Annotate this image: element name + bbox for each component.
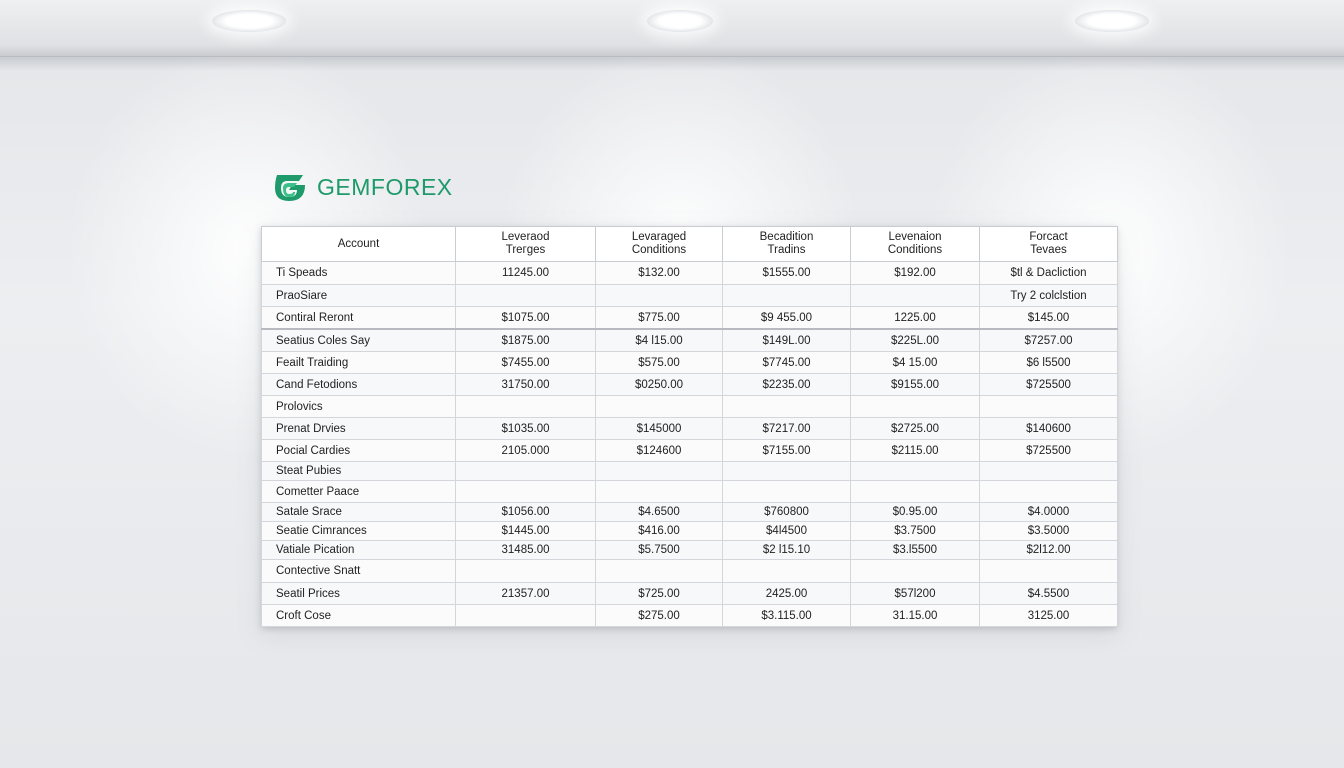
table-row — [262, 285, 1118, 307]
table-cell: $tl & Dacliction — [980, 262, 1118, 285]
table-cell: 21357.00 — [456, 583, 596, 605]
table-cell — [851, 462, 980, 481]
table-cell: $9 455.00 — [723, 307, 851, 330]
table-cell — [596, 285, 723, 307]
table-row — [262, 560, 1118, 583]
table-cell: $4l4500 — [723, 522, 851, 541]
table-cell — [723, 481, 851, 503]
table-row — [262, 262, 1118, 285]
table-row — [262, 522, 1118, 541]
table-cell — [723, 462, 851, 481]
table-cell: $1075.00 — [456, 307, 596, 330]
column-header-5 — [980, 227, 1118, 262]
table-cell: $4 15.00 — [851, 352, 980, 374]
table-cell: $9155.00 — [851, 374, 980, 396]
table-row — [262, 374, 1118, 396]
table-cell — [723, 285, 851, 307]
row-label: Contiral Reront — [262, 307, 456, 330]
table-cell: $2235.00 — [723, 374, 851, 396]
table-cell — [851, 396, 980, 418]
table-row — [262, 605, 1118, 627]
column-header-4 — [851, 227, 980, 262]
header-text: Tradins — [767, 244, 806, 256]
table-cell: $4.0000 — [980, 503, 1118, 522]
brand-logo — [273, 170, 453, 204]
header-text: Levenaion — [888, 231, 942, 243]
table-cell: $1035.00 — [456, 418, 596, 440]
table-cell — [456, 462, 596, 481]
table-cell: $132.00 — [596, 262, 723, 285]
header-text: Levaraged — [631, 231, 687, 243]
header-text: Account — [337, 237, 380, 250]
table-cell — [851, 560, 980, 583]
table-cell: $2115.00 — [851, 440, 980, 462]
table-cell — [980, 462, 1118, 481]
table-row — [262, 440, 1118, 462]
table-cell — [596, 560, 723, 583]
table-cell — [851, 481, 980, 503]
table-row — [262, 418, 1118, 440]
table-cell: 3125.00 — [980, 605, 1118, 627]
row-label: Prolovics — [262, 396, 456, 418]
table-cell: $1056.00 — [456, 503, 596, 522]
table-cell: $7455.00 — [456, 352, 596, 374]
table-row — [262, 307, 1118, 330]
table-row — [262, 352, 1118, 374]
table-cell: 11245.00 — [456, 262, 596, 285]
table-cell — [596, 396, 723, 418]
table-cell — [456, 560, 596, 583]
table-cell: $575.00 — [596, 352, 723, 374]
table-cell: $725.00 — [596, 583, 723, 605]
row-label: Vatiale Pication — [262, 541, 456, 560]
table-cell: $6 l5500 — [980, 352, 1118, 374]
table-cell: $7257.00 — [980, 329, 1118, 352]
column-header-3 — [723, 227, 851, 262]
table-cell — [596, 462, 723, 481]
table-row — [262, 503, 1118, 522]
table-cell: $4.6500 — [596, 503, 723, 522]
ceiling-spotlight-left — [212, 10, 286, 32]
table-cell: Try 2 colclstion — [980, 285, 1118, 307]
table-cell: $149L.00 — [723, 329, 851, 352]
table-cell: $1445.00 — [456, 522, 596, 541]
table-cell — [980, 396, 1118, 418]
table-cell — [456, 396, 596, 418]
row-label: Cometter Paace — [262, 481, 456, 503]
table-cell: $192.00 — [851, 262, 980, 285]
table-cell: $3.7500 — [851, 522, 980, 541]
table-cell — [980, 560, 1118, 583]
table-cell: $4 l15.00 — [596, 329, 723, 352]
header-text: Tevaes — [1030, 244, 1067, 256]
table-cell: $775.00 — [596, 307, 723, 330]
table-cell: $0250.00 — [596, 374, 723, 396]
row-label: Steat Pubies — [262, 462, 456, 481]
row-label: Seatil Prices — [262, 583, 456, 605]
table-cell: $225L.00 — [851, 329, 980, 352]
table-cell: $3.5000 — [980, 522, 1118, 541]
table-row — [262, 541, 1118, 560]
table-row — [262, 481, 1118, 503]
row-label: Seatie Cimrances — [262, 522, 456, 541]
table-cell: $3.115.00 — [723, 605, 851, 627]
table-cell: $2l12.00 — [980, 541, 1118, 560]
row-label: Seatius Coles Say — [262, 329, 456, 352]
table-cell: $7745.00 — [723, 352, 851, 374]
table-cell: $725500 — [980, 374, 1118, 396]
table-cell — [723, 396, 851, 418]
table-cell: $275.00 — [596, 605, 723, 627]
table-cell — [851, 285, 980, 307]
table-cell: 2425.00 — [723, 583, 851, 605]
table-cell: $0.95.00 — [851, 503, 980, 522]
gemforex-logo-icon — [273, 171, 309, 203]
table-cell — [456, 285, 596, 307]
table-cell: $145000 — [596, 418, 723, 440]
comparison-board — [261, 226, 1117, 627]
table-row — [262, 583, 1118, 605]
row-label: Ti Speads — [262, 262, 456, 285]
row-label: Contective Snatt — [262, 560, 456, 583]
table-cell — [980, 481, 1118, 503]
table-row — [262, 462, 1118, 481]
table-cell — [456, 481, 596, 503]
account-comparison-table — [261, 226, 1118, 627]
row-label: Prenat Drvies — [262, 418, 456, 440]
table-cell: $124600 — [596, 440, 723, 462]
row-label: Cand Fetodions — [262, 374, 456, 396]
row-label: Croft Cose — [262, 605, 456, 627]
brand-name: GEMFOREX — [317, 173, 453, 200]
table-body — [262, 262, 1118, 627]
column-header-2 — [596, 227, 723, 262]
table-cell: $145.00 — [980, 307, 1118, 330]
header-text: Conditions — [631, 244, 687, 256]
table-cell — [723, 560, 851, 583]
header-text: Forcact — [1029, 231, 1068, 243]
header-text: Becadition — [759, 231, 814, 243]
row-label: Satale Srace — [262, 503, 456, 522]
ceiling-spotlight-right — [1075, 10, 1149, 32]
ceiling-shadow — [0, 57, 1344, 71]
table-cell: $725500 — [980, 440, 1118, 462]
table-cell: 31750.00 — [456, 374, 596, 396]
table-cell — [596, 481, 723, 503]
table-cell: 2105.000 — [456, 440, 596, 462]
table-cell: $7217.00 — [723, 418, 851, 440]
table-cell: 31485.00 — [456, 541, 596, 560]
row-label: Feailt Traiding — [262, 352, 456, 374]
table-cell — [456, 605, 596, 627]
column-header-1 — [456, 227, 596, 262]
table-cell: $2725.00 — [851, 418, 980, 440]
table-cell: $4.5500 — [980, 583, 1118, 605]
table-header-row — [262, 227, 1118, 262]
header-text: Conditions — [887, 244, 943, 256]
table-cell: $416.00 — [596, 522, 723, 541]
table-row — [262, 396, 1118, 418]
table-cell: $1555.00 — [723, 262, 851, 285]
table-cell: $57l200 — [851, 583, 980, 605]
table-cell: $5.7500 — [596, 541, 723, 560]
header-text: Leveraod — [501, 231, 550, 243]
column-header-account — [262, 227, 456, 262]
table-cell: 1225.00 — [851, 307, 980, 330]
table-cell: $1875.00 — [456, 329, 596, 352]
table-row — [262, 329, 1118, 352]
row-label: Pocial Cardies — [262, 440, 456, 462]
table-cell: $7155.00 — [723, 440, 851, 462]
table-cell: $2 l15.10 — [723, 541, 851, 560]
table-cell: 31.15.00 — [851, 605, 980, 627]
table-cell: $140600 — [980, 418, 1118, 440]
ceiling-spotlight-center — [647, 10, 713, 32]
table-cell: $760800 — [723, 503, 851, 522]
header-text: Treгges — [505, 244, 546, 256]
table-cell: $3.l5500 — [851, 541, 980, 560]
row-label: PraoSiare — [262, 285, 456, 307]
